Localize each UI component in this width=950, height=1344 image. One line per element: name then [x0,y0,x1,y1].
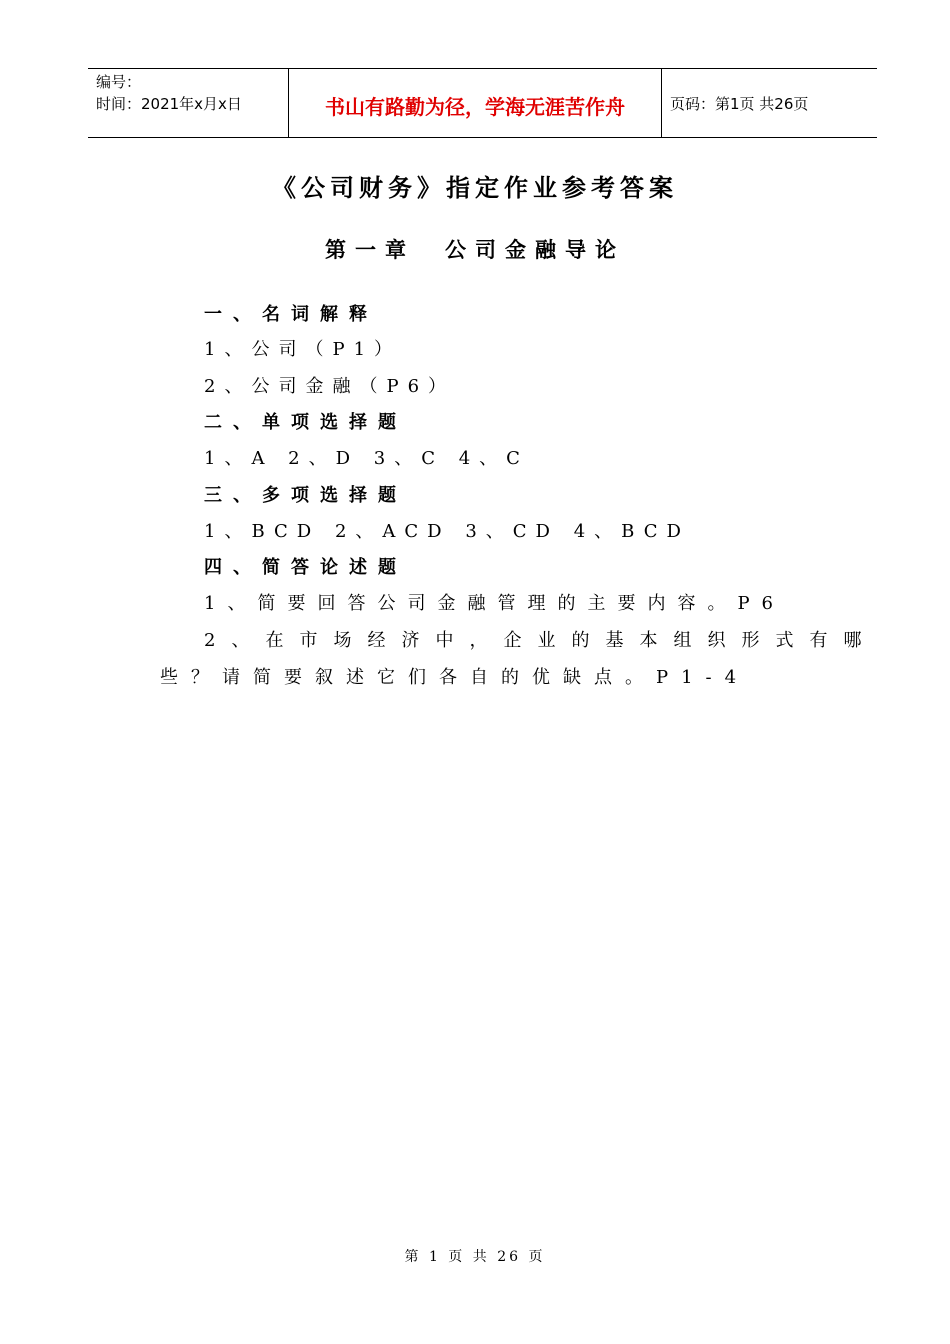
header-page-info-cell [662,69,877,137]
document-number: 编号： [96,73,142,91]
chapter-number: 第一章 [325,238,415,262]
list-item-continued: 些？请简要叙述它们各自的优缺点。P1-4 [160,667,750,688]
section-heading-multiple-choice: 三、多项选择题 [204,485,407,506]
answer-line: 1、BCD 2、ACD 3、CD 4、BCD [204,521,690,542]
header-slogan-cell [289,69,662,137]
list-item: 2、在市场经济中，企业的基本组织形式有哪 [204,630,878,651]
header-table [88,68,877,138]
answer-line: 1、A 2、D 3、C 4、C [204,448,529,469]
page-footer: 第 1 页 共 26 页 [404,1249,546,1265]
chapter-heading [0,234,950,264]
section-heading-terms: 一、名词解释 [204,304,378,325]
chapter-name: 公司金融导论 [445,238,625,262]
document-time: 时间：2021年x月x日 [96,95,242,113]
list-item: 1、简要回答公司金融管理的主要内容。P6 [204,593,786,614]
section-heading-short-answer: 四、简答论述题 [204,557,407,578]
header-page-info: 页码：第1页 共26页 [670,94,809,113]
header-meta [88,69,289,137]
section-heading-single-choice: 二、单项选择题 [204,412,407,433]
header-slogan: 书山有路勤为径，学海无涯苦作舟 [325,94,625,119]
list-item: 1、公司（P1） [204,339,402,360]
list-item: 2、公司金融（P6） [204,376,456,397]
document-title: 《公司财务》指定作业参考答案 [272,174,678,202]
